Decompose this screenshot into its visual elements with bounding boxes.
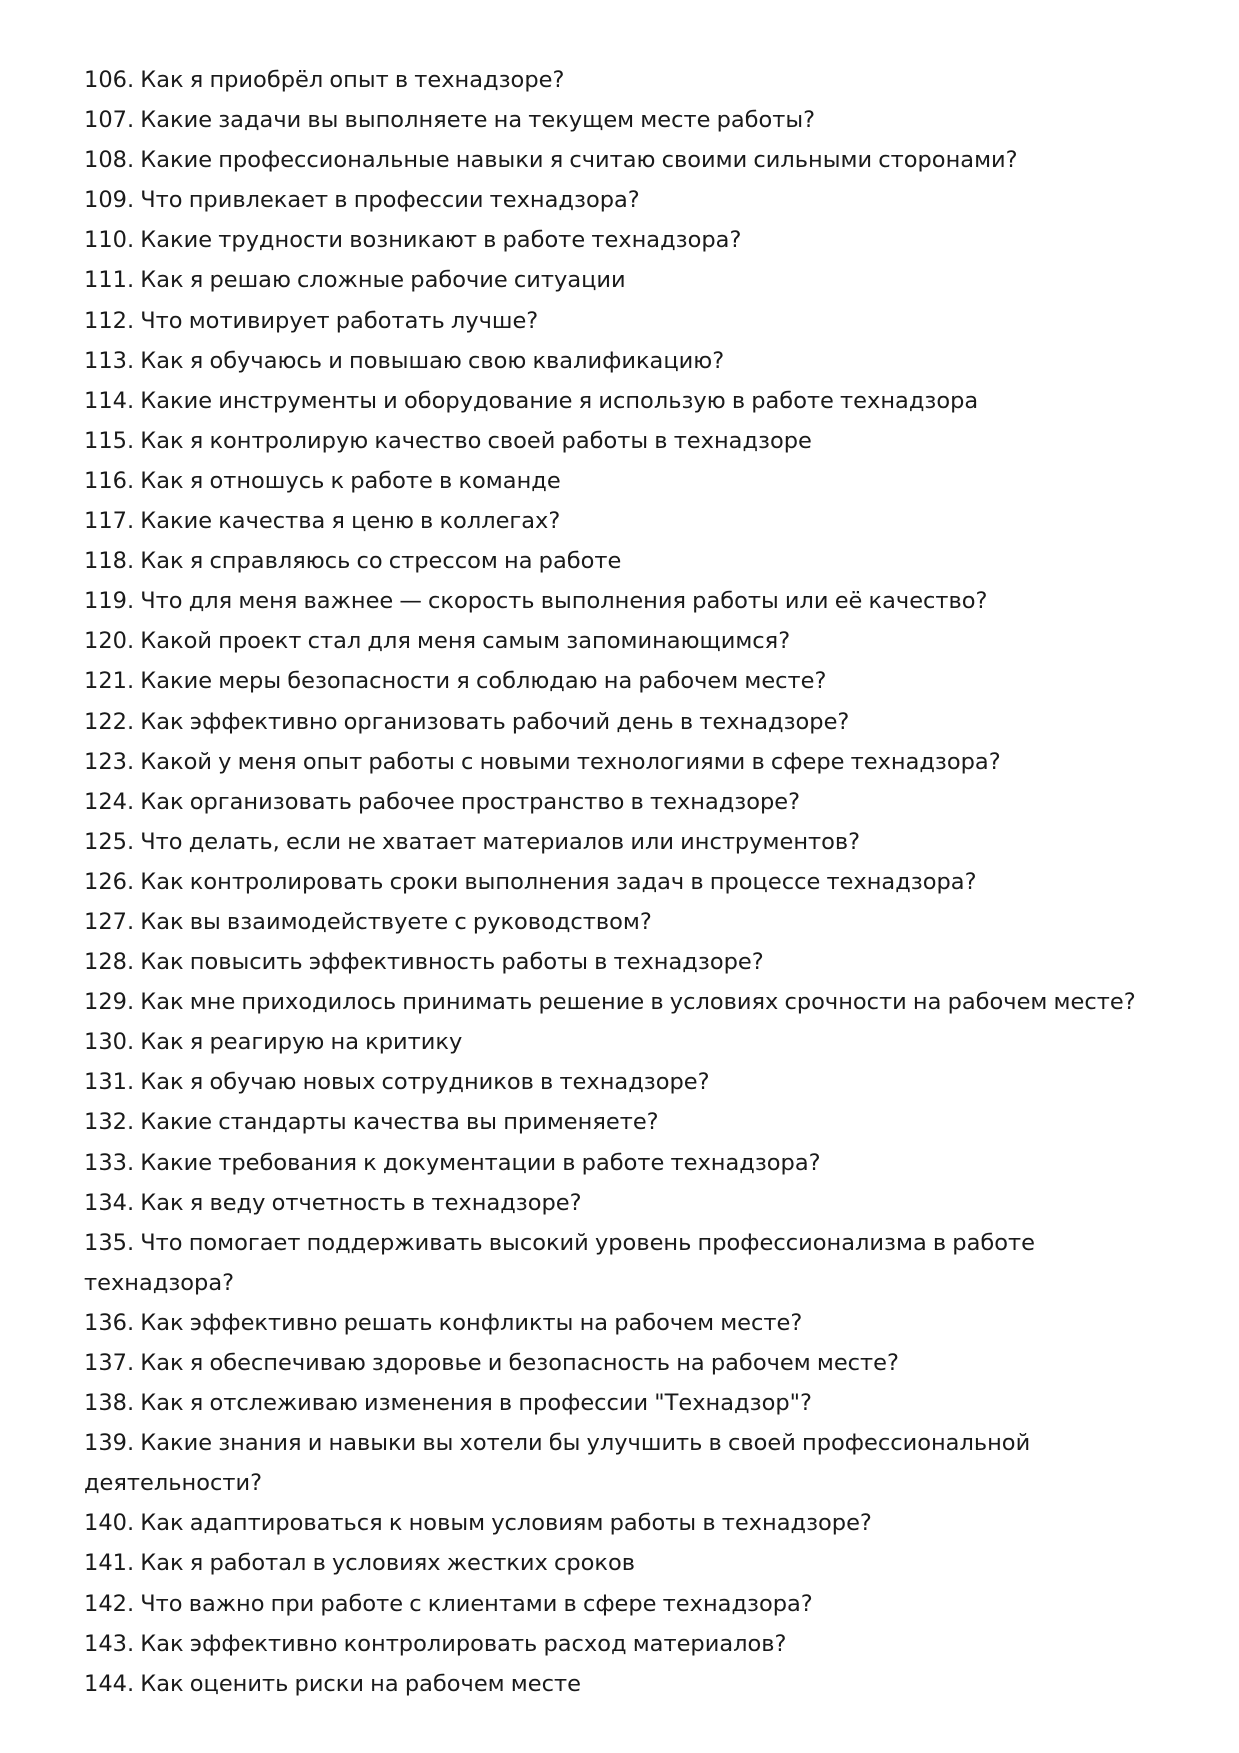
list-item: 125. Что делать, если не хватает материалов или инструментов? <box>84 828 861 855</box>
list-item: 143. Как эффективно контролировать расход материалов? <box>84 1630 787 1657</box>
list-item: 119. Что для меня важнее — скорость выполнения работы или её качество? <box>84 588 988 615</box>
list-item: 122. Как эффективно организовать рабочий день в технадзоре? <box>84 708 850 735</box>
list-item: 115. Как я контролирую качество своей работы в технадзоре <box>84 427 812 454</box>
list-item: 129. Как мне приходилось принимать решение в условиях срочности на рабочем месте? <box>84 989 1136 1016</box>
list-item: 112. Что мотивирует работать лучше? <box>84 307 539 334</box>
list-item: 107. Какие задачи вы выполняете на текущем месте работы? <box>84 107 816 134</box>
list-item: 139. Какие знания и навыки вы хотели бы улучшить в своей профессиональной деятельности? <box>84 1430 1031 1497</box>
list-item: 124. Как организовать рабочее пространство в технадзоре? <box>84 788 801 815</box>
list-item: 123. Какой у меня опыт работы с новыми технологиями в сфере технадзора? <box>84 748 1001 775</box>
list-item: 141. Как я работал в условиях жестких сроков <box>84 1550 636 1577</box>
list-item: 144. Как оценить риски на рабочем месте <box>84 1670 581 1697</box>
list-item: 130. Как я реагирую на критику <box>84 1029 463 1056</box>
list-item: 118. Как я справляюсь со стрессом на работе <box>84 548 622 575</box>
list-item: 116. Как я отношусь к работе в команде <box>84 467 561 494</box>
list-item: 109. Что привлекает в профессии технадзора? <box>84 187 640 214</box>
list-item: 108. Какие профессиональные навыки я считаю своими сильными сторонами? <box>84 147 1018 174</box>
list-item: 138. Как я отслеживаю изменения в профессии "Технадзор"? <box>84 1390 812 1417</box>
list-item: 110. Какие трудности возникают в работе технадзора? <box>84 227 742 254</box>
list-item: 142. Что важно при работе с клиентами в сфере технадзора? <box>84 1590 813 1617</box>
list-item: 120. Какой проект стал для меня самым запоминающимся? <box>84 628 791 655</box>
list-item: 140. Как адаптироваться к новым условиям работы в технадзоре? <box>84 1510 872 1537</box>
list-item: 117. Какие качества я ценю в коллегах? <box>84 508 561 535</box>
list-item: 131. Как я обучаю новых сотрудников в технадзоре? <box>84 1069 710 1096</box>
list-item: 126. Как контролировать сроки выполнения задач в процессе технадзора? <box>84 868 977 895</box>
list-item: 113. Как я обучаюсь и повышаю свою квалификацию? <box>84 347 725 374</box>
list-item: 121. Какие меры безопасности я соблюдаю на рабочем месте? <box>84 668 827 695</box>
list-item: 128. Как повысить эффективность работы в технадзоре? <box>84 949 764 976</box>
list-item: 111. Как я решаю сложные рабочие ситуации <box>84 267 626 294</box>
list-item: 132. Какие стандарты качества вы применяете? <box>84 1109 659 1136</box>
list-item: 137. Как я обеспечиваю здоровье и безопасность на рабочем месте? <box>84 1350 899 1376</box>
list-item: 136. Как эффективно решать конфликты на рабочем месте? <box>84 1309 803 1336</box>
list-item: 114. Какие инструменты и оборудование я использую в работе технадзора <box>84 387 979 414</box>
list-item: 135. Что помогает поддерживать высокий уровень профессионализма в работе технадзора? <box>84 1229 1035 1296</box>
document-page <box>84 60 1174 1704</box>
question-list <box>84 60 1174 1704</box>
list-item: 133. Какие требования к документации в работе технадзора? <box>84 1149 821 1176</box>
list-item: 106. Как я приобрёл опыт в технадзоре? <box>84 67 565 93</box>
list-item: 127. Как вы взаимодействуете с руководством? <box>84 908 652 935</box>
list-item: 134. Как я веду отчетность в технадзоре? <box>84 1189 582 1216</box>
